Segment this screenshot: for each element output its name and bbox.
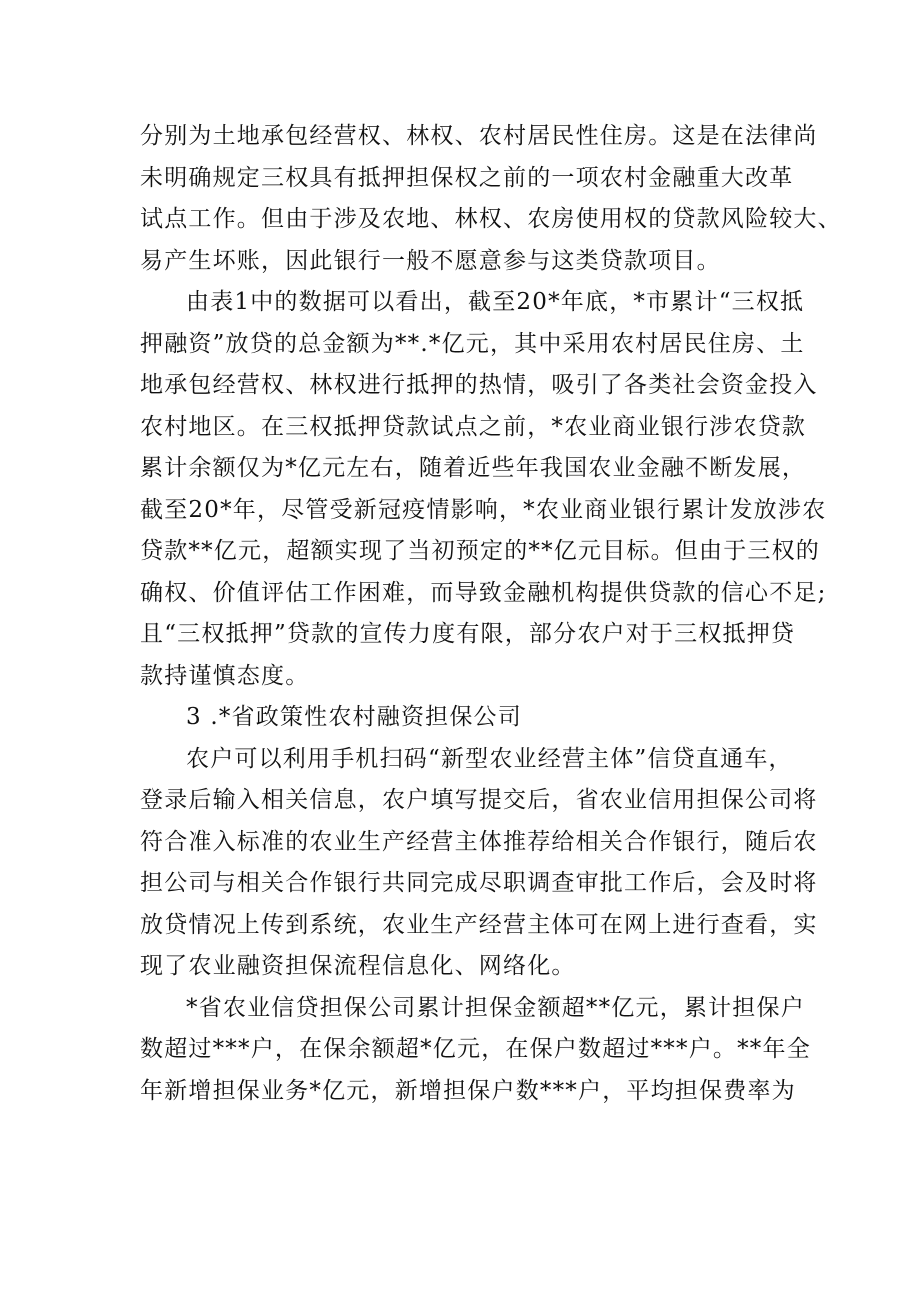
text-line: 现了农业融资担保流程信息化、网络化。 [140, 953, 576, 979]
text-line: 担公司与相关合作银行共同完成尽职调查审批工作后，会及时将 [140, 870, 818, 896]
text-line: 贷款**亿元，超额实现了当初预定的**亿元目标。但由于三权的 [140, 538, 820, 564]
text-line: 分别为土地承包经营权、林权、农村居民性住房。这是在法律尚 [140, 123, 818, 149]
paragraph-2 [140, 282, 827, 697]
text-line: 农户可以利用手机扫码“新型农业经营主体”信贷直通车， [186, 745, 793, 772]
text-line: 由表1中的数据可以看出，截至20*年底，*市累计“三权抵 [186, 289, 805, 315]
text-line: 截至20*年，尽管受新冠疫情影响，*农业商业银行累计发放涉农 [140, 496, 827, 523]
text-line: 农村地区。在三权抵押贷款试点之前，*农业商业银行涉农贷款 [140, 413, 807, 440]
paragraph-3 [140, 739, 818, 988]
paragraph-4 [140, 988, 811, 1113]
text-line: 累计余额仅为*亿元左右，随着近些年我国农业金融不断发展， [140, 455, 807, 481]
text-line: 登录后输入相关信息，农户填写提交后，省农业信用担保公司将 [140, 787, 818, 813]
text-line: 试点工作。但由于涉及农地、林权、农房使用权的贷款风险较大、 [140, 206, 842, 232]
text-line: 未明确规定三权具有抵押担保权之前的一项农村金融重大改革 [140, 164, 794, 191]
text-line: 押融资”放贷的总金额为**.*亿元，其中采用农村居民住房、土 [140, 330, 805, 357]
text-line: 数超过***户，在保余额超*亿元，在保户数超过***户。**年全 [140, 1036, 811, 1062]
text-line: 年新增担保业务*亿元，新增担保户数***户，平均担保费率为 [140, 1077, 796, 1104]
text-line: 易产生坏账，因此银行一般不愿意参与这类贷款项目。 [140, 247, 721, 274]
paragraph-1 [140, 116, 842, 282]
text-line: 符合准入标准的农业生产经营主体推荐给相关合作银行，随后农 [140, 828, 818, 855]
text-line: 地承包经营权、林权进行抵押的热情，吸引了各类社会资金投入 [140, 372, 818, 398]
text-line: 放贷情况上传到系统，农业生产经营主体可在网上进行查看，实 [140, 911, 818, 938]
text-line: 款持谨慎态度。 [140, 662, 310, 689]
section-heading-text: 3 .*省政策性农村融资担保公司 [186, 704, 522, 730]
text-line: *省农业信贷担保公司累计担保金额超**亿元，累计担保户 [186, 994, 805, 1021]
text-line: 且“三权抵押”贷款的宣传力度有限，部分农户对于三权抵押贷 [140, 621, 796, 647]
text-line: 确权、价值评估工作困难，而导致金融机构提供贷款的信心不足; [140, 579, 827, 606]
document-body [140, 116, 842, 1112]
section-heading [140, 697, 790, 739]
